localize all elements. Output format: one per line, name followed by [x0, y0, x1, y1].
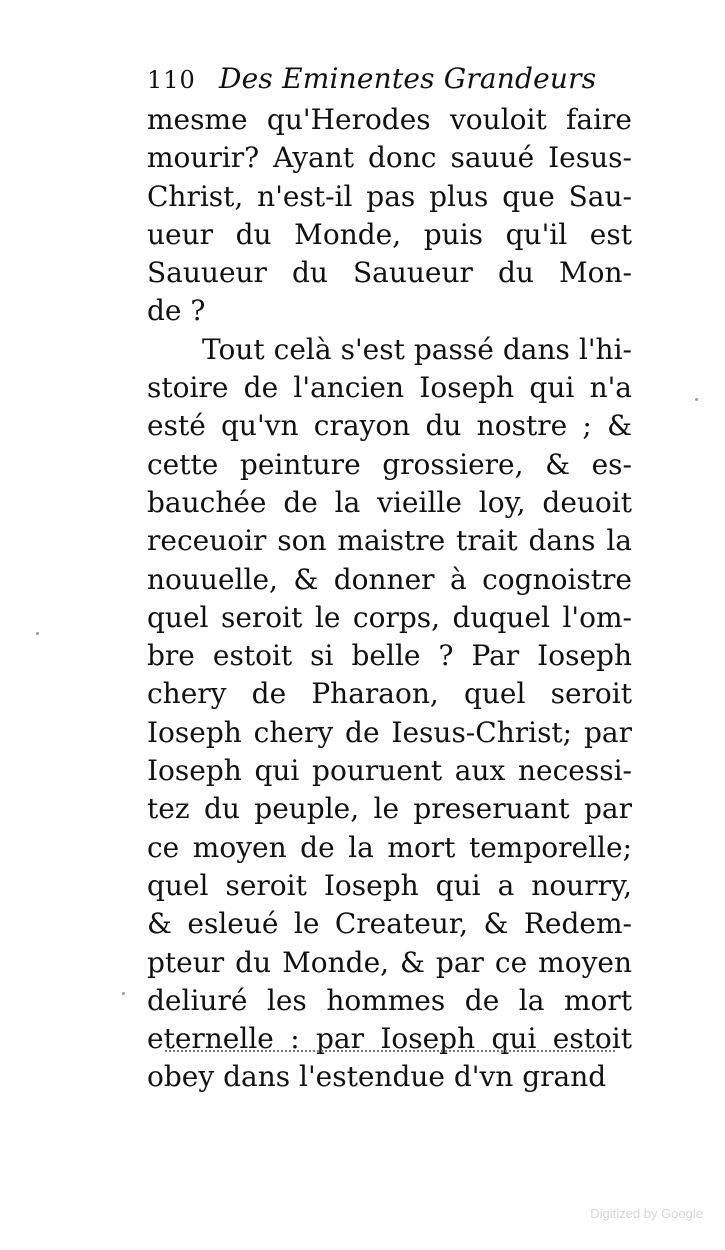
text-line: nouuelle, & donner à cognoistre — [147, 562, 632, 596]
text-line: pteur du Monde, & par ce moyen — [147, 945, 632, 979]
text-line: Sauueur du Sauueur du Mon- — [147, 256, 632, 290]
text-line: Ioseph chery de Iesus-Christ; par — [147, 715, 632, 749]
text-line: ce moyen de la mort temporelle; — [147, 830, 632, 864]
text-line: Ioseph qui pouruent aux necessi- — [147, 754, 632, 788]
text-line: bre estoit si belle ? Par Ioseph — [147, 639, 632, 673]
page-number: 110 — [147, 66, 196, 94]
body-text — [147, 101, 632, 1097]
text-line: ueur du Monde, puis qu'il est — [147, 217, 632, 251]
text-line: bauchée de la vieille loy, deuoit — [147, 485, 632, 519]
text-line: Tout celà s'est passé dans l'hi- — [202, 332, 632, 366]
text-line: eternelle : par Ioseph qui estoit — [147, 1022, 632, 1056]
digitization-watermark: Digitized by Google — [590, 1206, 703, 1221]
text-line: deliuré les hommes de la mort — [147, 983, 632, 1017]
text-line: quel seroit le corps, duquel l'om- — [147, 600, 632, 634]
text-line: stoire de l'ancien Ioseph qui n'a — [147, 371, 632, 405]
text-line: Christ, n'est-il pas plus que Sau- — [147, 179, 632, 213]
text-line: tez du peuple, le preseruant par — [147, 792, 632, 826]
page-header — [147, 62, 617, 98]
running-title: Des Eminentes Grandeurs — [219, 62, 597, 95]
text-line: esté qu'vn crayon du nostre ; & — [147, 409, 632, 443]
text-line: mesme qu'Herodes vouloit faire — [147, 103, 632, 136]
text-line: quel seroit Ioseph qui a nourry, — [147, 868, 632, 902]
paper-speck — [695, 398, 698, 401]
text-line: mourir? Ayant donc sauué Iesus- — [147, 141, 632, 175]
bottom-rule — [165, 1050, 615, 1054]
text-line: chery de Pharaon, quel seroit — [147, 677, 632, 711]
text-line: de ? — [147, 294, 206, 328]
paper-speck — [36, 632, 39, 635]
text-line: & esleué le Createur, & Redem- — [147, 907, 632, 941]
text-line: obey dans l'estendue d'vn grand — [147, 1060, 607, 1094]
paper-speck — [122, 992, 125, 995]
text-line: receuoir son maistre trait dans la — [147, 524, 632, 558]
text-line: cette peinture grossiere, & es- — [147, 447, 632, 481]
